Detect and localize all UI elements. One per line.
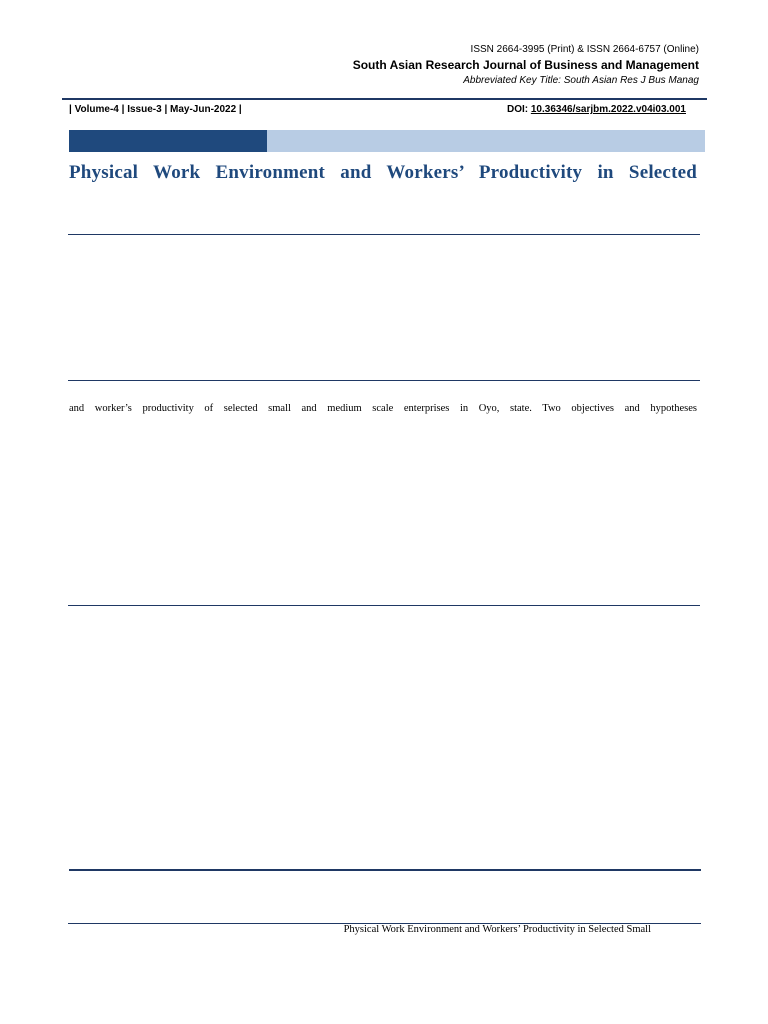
section-divider-1 (68, 234, 700, 235)
section-divider-2 (68, 380, 700, 381)
section-divider-3 (68, 605, 700, 606)
color-band (69, 130, 705, 152)
header-rule (62, 98, 707, 100)
journal-name: South Asian Research Journal of Business and Management (352, 58, 699, 72)
color-band-light (267, 130, 705, 152)
volume-issue-line: | Volume-4 | Issue-3 | May-Jun-2022 | (69, 104, 242, 115)
article-title: Physical Work Environment and Workers’ Productivity in Selected (69, 162, 697, 183)
issn-line: ISSN 2664-3995 (Print) & ISSN 2664-6757 (Online) (470, 44, 699, 55)
abstract-text-line: and worker’s productivity of selected small and medium scale enterprises in Oyo, state. Two objectives and hypotheses (69, 403, 697, 414)
doi-line (507, 104, 686, 115)
color-band-dark (69, 130, 267, 152)
section-divider-4 (69, 869, 701, 871)
doi-link[interactable]: 10.36346/sarjbm.2022.v04i03.001 (530, 104, 686, 115)
running-title: Physical Work Environment and Workers’ Productivity in Selected Small (343, 924, 651, 935)
abbreviated-key-title: Abbreviated Key Title: South Asian Res J Bus Manag (463, 75, 699, 86)
doi-label: DOI: (506, 104, 531, 115)
